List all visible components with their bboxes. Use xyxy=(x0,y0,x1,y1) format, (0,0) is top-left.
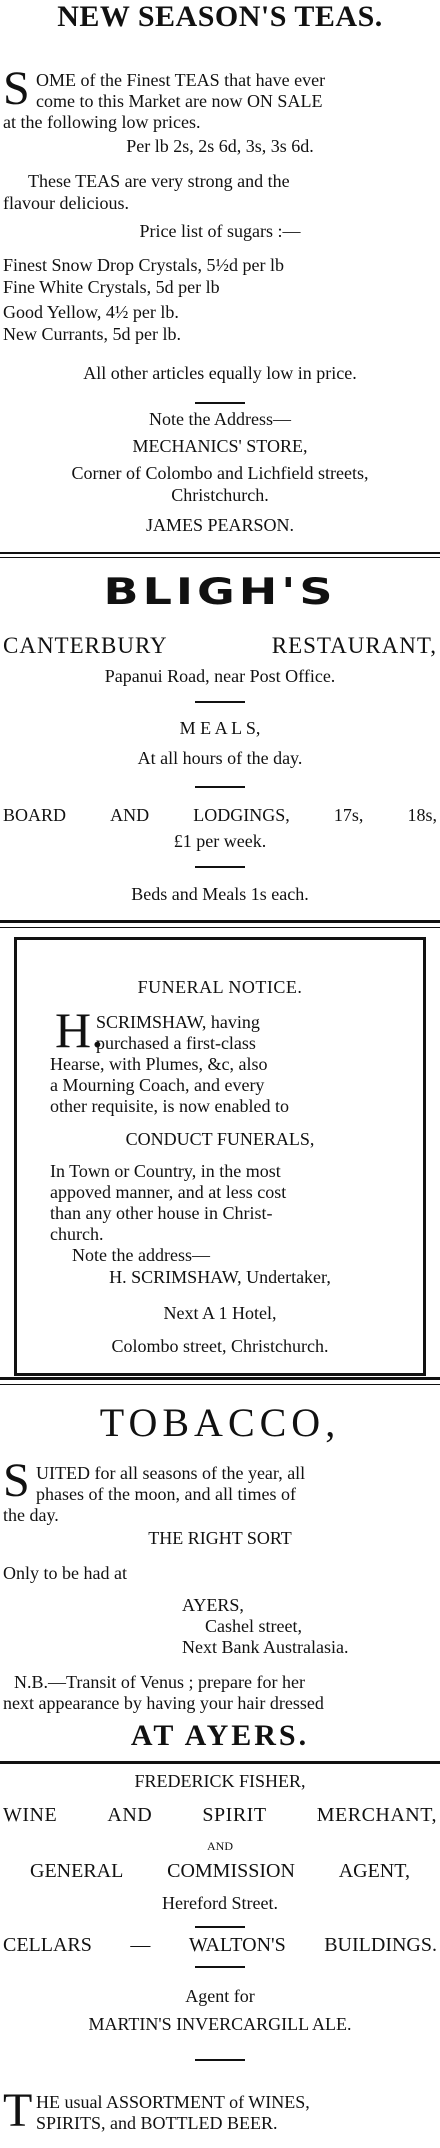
funeral-hotel: Next A 1 Hotel, xyxy=(163,1303,277,1323)
bligh-beds: Beds and Meals 1s each. xyxy=(131,884,309,904)
fisher-cellars-word: BUILDINGS. xyxy=(324,1934,437,1956)
funeral-street: Colombo street, Christchurch. xyxy=(111,1336,329,1356)
fisher-cellars-line xyxy=(3,1934,437,1957)
funeral-title: FUNERAL NOTICE. xyxy=(137,977,303,997)
funeral-line5: other requisite, is now enabled to xyxy=(50,1096,289,1116)
bligh-board-word: LODGINGS, xyxy=(193,805,290,825)
store-name: MECHANICS' STORE, xyxy=(132,436,308,456)
teas-owner: JAMES PEARSON. xyxy=(145,515,295,535)
sugar-item: Fine White Crystals, 5d per lb xyxy=(3,277,220,297)
tobacco-line2: phases of the moon, and all times of xyxy=(36,1484,296,1504)
fisher-wine-word: SPIRIT xyxy=(202,1804,267,1826)
fisher-cellars-word: CELLARS xyxy=(3,1934,92,1956)
bligh-subtitle xyxy=(3,633,437,659)
bligh-meals: M E A L S, xyxy=(179,718,261,738)
divider xyxy=(195,701,245,703)
fisher-and: AND xyxy=(207,1839,233,1853)
bligh-subtitle-left: CANTERBURY xyxy=(3,633,168,658)
bligh-board-word: BOARD xyxy=(3,805,67,825)
tobacco-nb-line1: N.B.—Transit of Venus ; prepare for her xyxy=(14,1672,305,1692)
funeral-drop-cap: H. xyxy=(55,1002,104,1058)
bligh-title: BLIGH'S xyxy=(103,569,337,613)
bligh-hours: At all hours of the day. xyxy=(137,748,303,768)
section-rule xyxy=(0,920,440,923)
fisher-name: FREDERICK FISHER, xyxy=(134,1771,306,1791)
bligh-board-word: 17s, xyxy=(333,805,364,825)
teas-strong-line1: These TEAS are very strong and the xyxy=(28,171,290,191)
divider xyxy=(195,402,245,404)
funeral-line1: SCRIMSHAW, having xyxy=(96,1012,260,1032)
bligh-board-word: 18s, xyxy=(407,805,437,825)
at-ayers: AT AYERS. xyxy=(130,1719,310,1752)
section-rule xyxy=(0,1377,440,1380)
bligh-subtitle-right: RESTAURANT, xyxy=(271,633,437,658)
fisher-wine-word: AND xyxy=(107,1804,153,1826)
sugars-heading: Price list of sugars :— xyxy=(139,221,301,241)
section-rule xyxy=(0,1384,440,1385)
teas-title: NEW SEASON'S TEAS. xyxy=(57,0,383,33)
teas-other-articles: All other articles equally low in price. xyxy=(83,363,357,383)
teas-prices: Per lb 2s, 2s 6d, 3s, 3s 6d. xyxy=(126,136,314,156)
tobacco-nb-line2: next appearance by having your hair dressed xyxy=(3,1693,324,1713)
funeral-line8: than any other house in Christ- xyxy=(50,1203,273,1223)
funeral-line4: a Mourning Coach, and every xyxy=(50,1075,265,1095)
funeral-undertaker: H. SCRIMSHAW, Undertaker, xyxy=(109,1267,331,1287)
fisher-agent-for: Agent for xyxy=(185,1986,255,2006)
divider xyxy=(195,786,245,788)
tobacco-ayers: AYERS, xyxy=(182,1595,244,1615)
fisher-agent-line xyxy=(30,1860,410,1883)
tobacco-line3: the day. xyxy=(3,1505,59,1525)
tobacco-only: Only to be had at xyxy=(3,1563,127,1583)
tobacco-right-sort: THE RIGHT SORT xyxy=(148,1528,292,1548)
section-rule xyxy=(0,1761,440,1764)
tobacco-title: TOBACCO, xyxy=(99,1400,341,1445)
bligh-week: £1 per week. xyxy=(173,831,267,851)
funeral-line9: church. xyxy=(50,1224,104,1244)
sugar-item: New Currants, 5d per lb. xyxy=(3,324,181,344)
fisher-agent-word: AGENT, xyxy=(338,1860,410,1882)
section-rule xyxy=(0,557,440,558)
fisher-assortment-line2: SPIRITS, and BOTTLED BEER. xyxy=(36,2113,278,2133)
fisher-ale: MARTIN'S INVERCARGILL ALE. xyxy=(88,2014,352,2034)
fisher-drop-cap: T xyxy=(3,2084,33,2137)
fisher-cellars-word: — xyxy=(130,1934,151,1956)
tobacco-drop-cap: S xyxy=(3,1454,30,1507)
teas-line2: come to this Market are now ON SALE xyxy=(36,91,323,111)
section-rule xyxy=(0,552,440,554)
divider xyxy=(195,1926,245,1928)
divider xyxy=(195,1966,245,1968)
divider xyxy=(195,866,245,868)
fisher-wine-word: WINE xyxy=(3,1804,58,1826)
fisher-cellars-word: WALTON'S xyxy=(188,1934,286,1956)
funeral-note: Note the address— xyxy=(72,1245,210,1265)
store-city: Christchurch. xyxy=(171,485,269,505)
funeral-conduct: CONDUCT FUNERALS, xyxy=(125,1129,315,1149)
store-corner: Corner of Colombo and Lichfield streets, xyxy=(71,463,369,483)
bligh-board xyxy=(3,805,437,826)
funeral-line2: purchased a first-class xyxy=(96,1033,256,1053)
bligh-location: Papanui Road, near Post Office. xyxy=(104,666,336,686)
teas-note: Note the Address— xyxy=(149,409,291,429)
sugar-item: Good Yellow, 4½ per lb. xyxy=(3,302,179,322)
teas-line3: at the following low prices. xyxy=(3,112,201,132)
fisher-assortment-line1: HE usual ASSORTMENT of WINES, xyxy=(36,2092,310,2112)
fisher-agent-word: GENERAL xyxy=(30,1860,124,1882)
fisher-agent-word: COMMISSION xyxy=(167,1860,295,1882)
funeral-line7: appoved manner, and at less cost xyxy=(50,1182,287,1202)
teas-line1: OME of the Finest TEAS that have ever xyxy=(36,70,326,90)
divider xyxy=(195,2059,245,2061)
teas-strong-line2: flavour delicious. xyxy=(3,193,129,213)
fisher-street: Hereford Street. xyxy=(162,1893,278,1913)
sugar-item: Finest Snow Drop Crystals, 5½d per lb xyxy=(3,255,284,275)
tobacco-bank: Next Bank Australasia. xyxy=(182,1637,349,1657)
tobacco-line1: UITED for all seasons of the year, all xyxy=(36,1463,306,1483)
fisher-wine-line xyxy=(3,1804,437,1827)
tobacco-cashel: Cashel street, xyxy=(205,1616,302,1636)
teas-drop-cap: S xyxy=(3,62,30,115)
section-rule xyxy=(0,927,440,928)
funeral-line6: In Town or Country, in the most xyxy=(50,1161,281,1181)
bligh-board-word: AND xyxy=(110,805,150,825)
funeral-line3: Hearse, with Plumes, &c, also xyxy=(50,1054,268,1074)
fisher-wine-word: MERCHANT, xyxy=(316,1804,437,1826)
